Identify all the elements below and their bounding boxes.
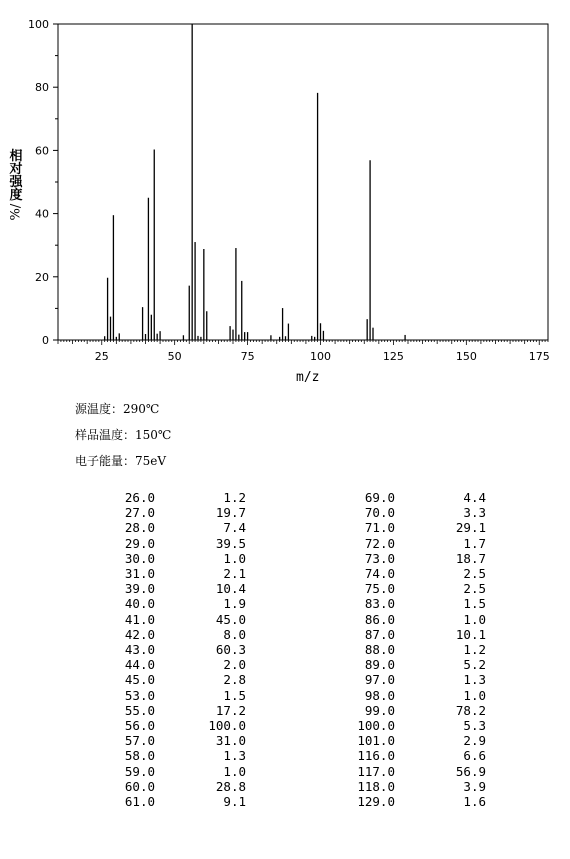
peak-mz: 118.0 (357, 778, 395, 794)
peak-table-row (340, 672, 486, 687)
peak-mz: 71.0 (364, 520, 395, 536)
peak-table-row (340, 703, 486, 718)
peak-mz: 101.0 (357, 733, 395, 749)
y-tick-label: 80 (35, 81, 49, 95)
peak-abundance: 1.5 (223, 687, 246, 703)
source-temperature-value: 290℃ (123, 402, 160, 416)
peak-mz: 26.0 (124, 490, 155, 505)
peak-mz: 70.0 (364, 505, 395, 521)
peak-abundance: 2.9 (463, 733, 486, 749)
x-tick-label: 25 (94, 350, 109, 363)
peak-mz: 44.0 (124, 657, 155, 673)
peak-table-row (100, 627, 246, 642)
peak-table-row (100, 596, 246, 611)
peak-abundance: 1.0 (463, 611, 486, 627)
peak-abundance: 19.7 (215, 505, 246, 521)
peak-mz: 89.0 (364, 657, 395, 673)
peak-mz: 98.0 (364, 687, 395, 703)
source-temperature-label: 源温度： (75, 402, 124, 416)
peak-mz: 56.0 (124, 718, 155, 734)
peak-mz: 88.0 (364, 642, 395, 658)
peak-table-row (340, 764, 486, 779)
peak-abundance: 1.6 (463, 794, 486, 810)
y-tick-label: 60 (35, 144, 49, 158)
peak-mz: 30.0 (124, 550, 155, 566)
peak-table-row (340, 688, 486, 703)
peak-table-row (100, 642, 246, 657)
peak-abundance: 28.8 (215, 778, 246, 794)
peak-table-row (340, 657, 486, 672)
y-axis-label-char: 强 (9, 175, 23, 190)
peak-abundance: 45.0 (215, 611, 246, 627)
peak-mz: 69.0 (364, 490, 395, 505)
peak-mz: 39.0 (124, 581, 155, 597)
peak-table-row (340, 612, 486, 627)
peak-mz: 74.0 (364, 566, 395, 582)
peak-mz: 40.0 (124, 596, 155, 612)
peak-table-row (100, 566, 246, 581)
peak-abundance: 1.5 (463, 596, 486, 612)
peak-table-row (340, 718, 486, 733)
peak-abundance: 2.0 (223, 657, 246, 673)
x-tick-label: 150 (455, 350, 477, 363)
peak-abundance: 5.2 (463, 657, 486, 673)
y-tick-label: 20 (35, 270, 49, 284)
peak-abundance: 100.0 (208, 718, 246, 734)
y-axis-unit: %/ (8, 203, 24, 221)
peak-mz: 59.0 (124, 763, 155, 779)
peak-table-row (100, 794, 246, 809)
peak-mz: 42.0 (124, 626, 155, 642)
peak-table-row (340, 596, 486, 611)
source-temperature (75, 400, 159, 417)
peak-abundance: 5.3 (463, 718, 486, 734)
peak-mz: 117.0 (357, 763, 395, 779)
x-tick-label: 100 (310, 350, 331, 363)
peak-abundance: 39.5 (215, 535, 246, 551)
peak-table-row (100, 551, 246, 566)
peak-mz: 61.0 (124, 794, 155, 810)
peak-table-row (100, 520, 246, 535)
peak-table-row (340, 520, 486, 535)
peak-mz: 116.0 (357, 748, 395, 764)
peak-table-row (340, 505, 486, 520)
peak-table-row (340, 642, 486, 657)
peak-table-row (100, 490, 246, 505)
peak-abundance: 4.4 (463, 490, 486, 505)
peak-table-row (340, 551, 486, 566)
peak-mz: 29.0 (124, 535, 155, 551)
peak-table-row (100, 764, 246, 779)
peak-mz: 41.0 (124, 611, 155, 627)
peak-abundance: 17.2 (215, 702, 246, 718)
peak-abundance: 1.7 (463, 535, 486, 551)
peak-mz: 99.0 (364, 702, 395, 718)
peak-abundance: 10.4 (215, 581, 246, 597)
peak-mz: 45.0 (124, 672, 155, 688)
electron-energy (75, 452, 166, 469)
peak-abundance: 2.8 (223, 672, 246, 688)
peak-abundance: 29.1 (455, 520, 486, 536)
x-tick-label: 125 (382, 350, 404, 363)
peak-abundance: 2.1 (223, 566, 246, 582)
peak-table-row (100, 612, 246, 627)
peak-table-row (100, 718, 246, 733)
sample-temperature-value: 150℃ (135, 428, 172, 442)
peak-mz: 97.0 (364, 672, 395, 688)
peak-abundance: 10.1 (455, 626, 486, 642)
peak-abundance: 3.9 (463, 778, 486, 794)
x-tick-label: 75 (240, 350, 255, 363)
peak-table-right (340, 490, 486, 809)
peak-table-left (100, 490, 246, 809)
peak-mz: 129.0 (357, 794, 395, 810)
peak-abundance: 1.0 (223, 550, 246, 566)
peak-abundance: 6.6 (463, 748, 486, 764)
peak-table-row (100, 505, 246, 520)
peak-table-row (340, 794, 486, 809)
peak-table-row (340, 581, 486, 596)
peak-abundance: 56.9 (455, 763, 486, 779)
peak-table-row (100, 733, 246, 748)
peak-table-row (340, 627, 486, 642)
peak-abundance: 78.2 (455, 702, 486, 718)
peak-abundance: 60.3 (215, 642, 246, 658)
y-axis-label-char: 对 (9, 162, 23, 177)
peak-mz: 72.0 (364, 535, 395, 551)
peak-mz: 55.0 (124, 702, 155, 718)
peak-mz: 31.0 (124, 566, 155, 582)
y-tick-label: 40 (35, 207, 49, 221)
peak-abundance: 1.0 (463, 687, 486, 703)
peak-table-row (100, 657, 246, 672)
peak-mz: 86.0 (364, 611, 395, 627)
peak-table-row (100, 536, 246, 551)
peak-table-row (340, 779, 486, 794)
peak-table-row (100, 688, 246, 703)
peak-table-row (340, 733, 486, 748)
peak-abundance: 31.0 (215, 733, 246, 749)
peak-table-row (100, 703, 246, 718)
peak-table-row (340, 536, 486, 551)
peak-table-row (340, 748, 486, 763)
peak-abundance: 1.2 (223, 490, 246, 505)
peak-mz: 57.0 (124, 733, 155, 749)
peak-table-row (100, 748, 246, 763)
plot-frame (58, 24, 548, 340)
peak-mz: 87.0 (364, 626, 395, 642)
peak-abundance: 2.5 (463, 566, 486, 582)
peak-mz: 83.0 (364, 596, 395, 612)
peak-abundance: 2.5 (463, 581, 486, 597)
peak-mz: 43.0 (124, 642, 155, 658)
peak-abundance: 1.3 (463, 672, 486, 688)
x-tick-label: 175 (528, 350, 550, 363)
peak-abundance: 1.0 (223, 763, 246, 779)
peak-mz: 75.0 (364, 581, 395, 597)
peak-abundance: 1.2 (463, 642, 486, 658)
peak-mz: 100.0 (357, 718, 395, 734)
peak-mz: 27.0 (124, 505, 155, 521)
electron-energy-value: 75eV (135, 454, 167, 468)
peak-abundance: 3.3 (463, 505, 486, 521)
peak-mz: 58.0 (124, 748, 155, 764)
y-axis-label-char: 度 (9, 188, 23, 203)
peak-abundance: 1.9 (223, 596, 246, 612)
mass-spectrum-chart (0, 0, 570, 395)
peak-abundance: 9.1 (223, 794, 246, 810)
peak-table-row (340, 490, 486, 505)
peak-table-row (100, 779, 246, 794)
peak-abundance: 8.0 (223, 626, 246, 642)
electron-energy-label: 电子能量： (75, 454, 136, 468)
y-tick-label: 100 (28, 18, 49, 31)
peak-table-row (340, 566, 486, 581)
y-tick-label: 0 (42, 334, 49, 347)
x-axis-label: m/z (296, 370, 320, 385)
x-tick-label: 50 (167, 350, 182, 363)
peak-mz: 53.0 (124, 687, 155, 703)
peak-abundance: 1.3 (223, 748, 246, 764)
peak-table-row (100, 672, 246, 687)
peak-mz: 73.0 (364, 550, 395, 566)
peak-abundance: 7.4 (223, 520, 246, 536)
peak-mz: 28.0 (124, 520, 155, 536)
peak-mz: 60.0 (124, 778, 155, 794)
y-axis-label (8, 150, 24, 219)
sample-temperature-label: 样品温度： (75, 428, 136, 442)
peak-table-row (100, 581, 246, 596)
peak-abundance: 18.7 (455, 550, 486, 566)
y-axis-label-char: 相 (9, 149, 23, 164)
sample-temperature (75, 426, 171, 443)
